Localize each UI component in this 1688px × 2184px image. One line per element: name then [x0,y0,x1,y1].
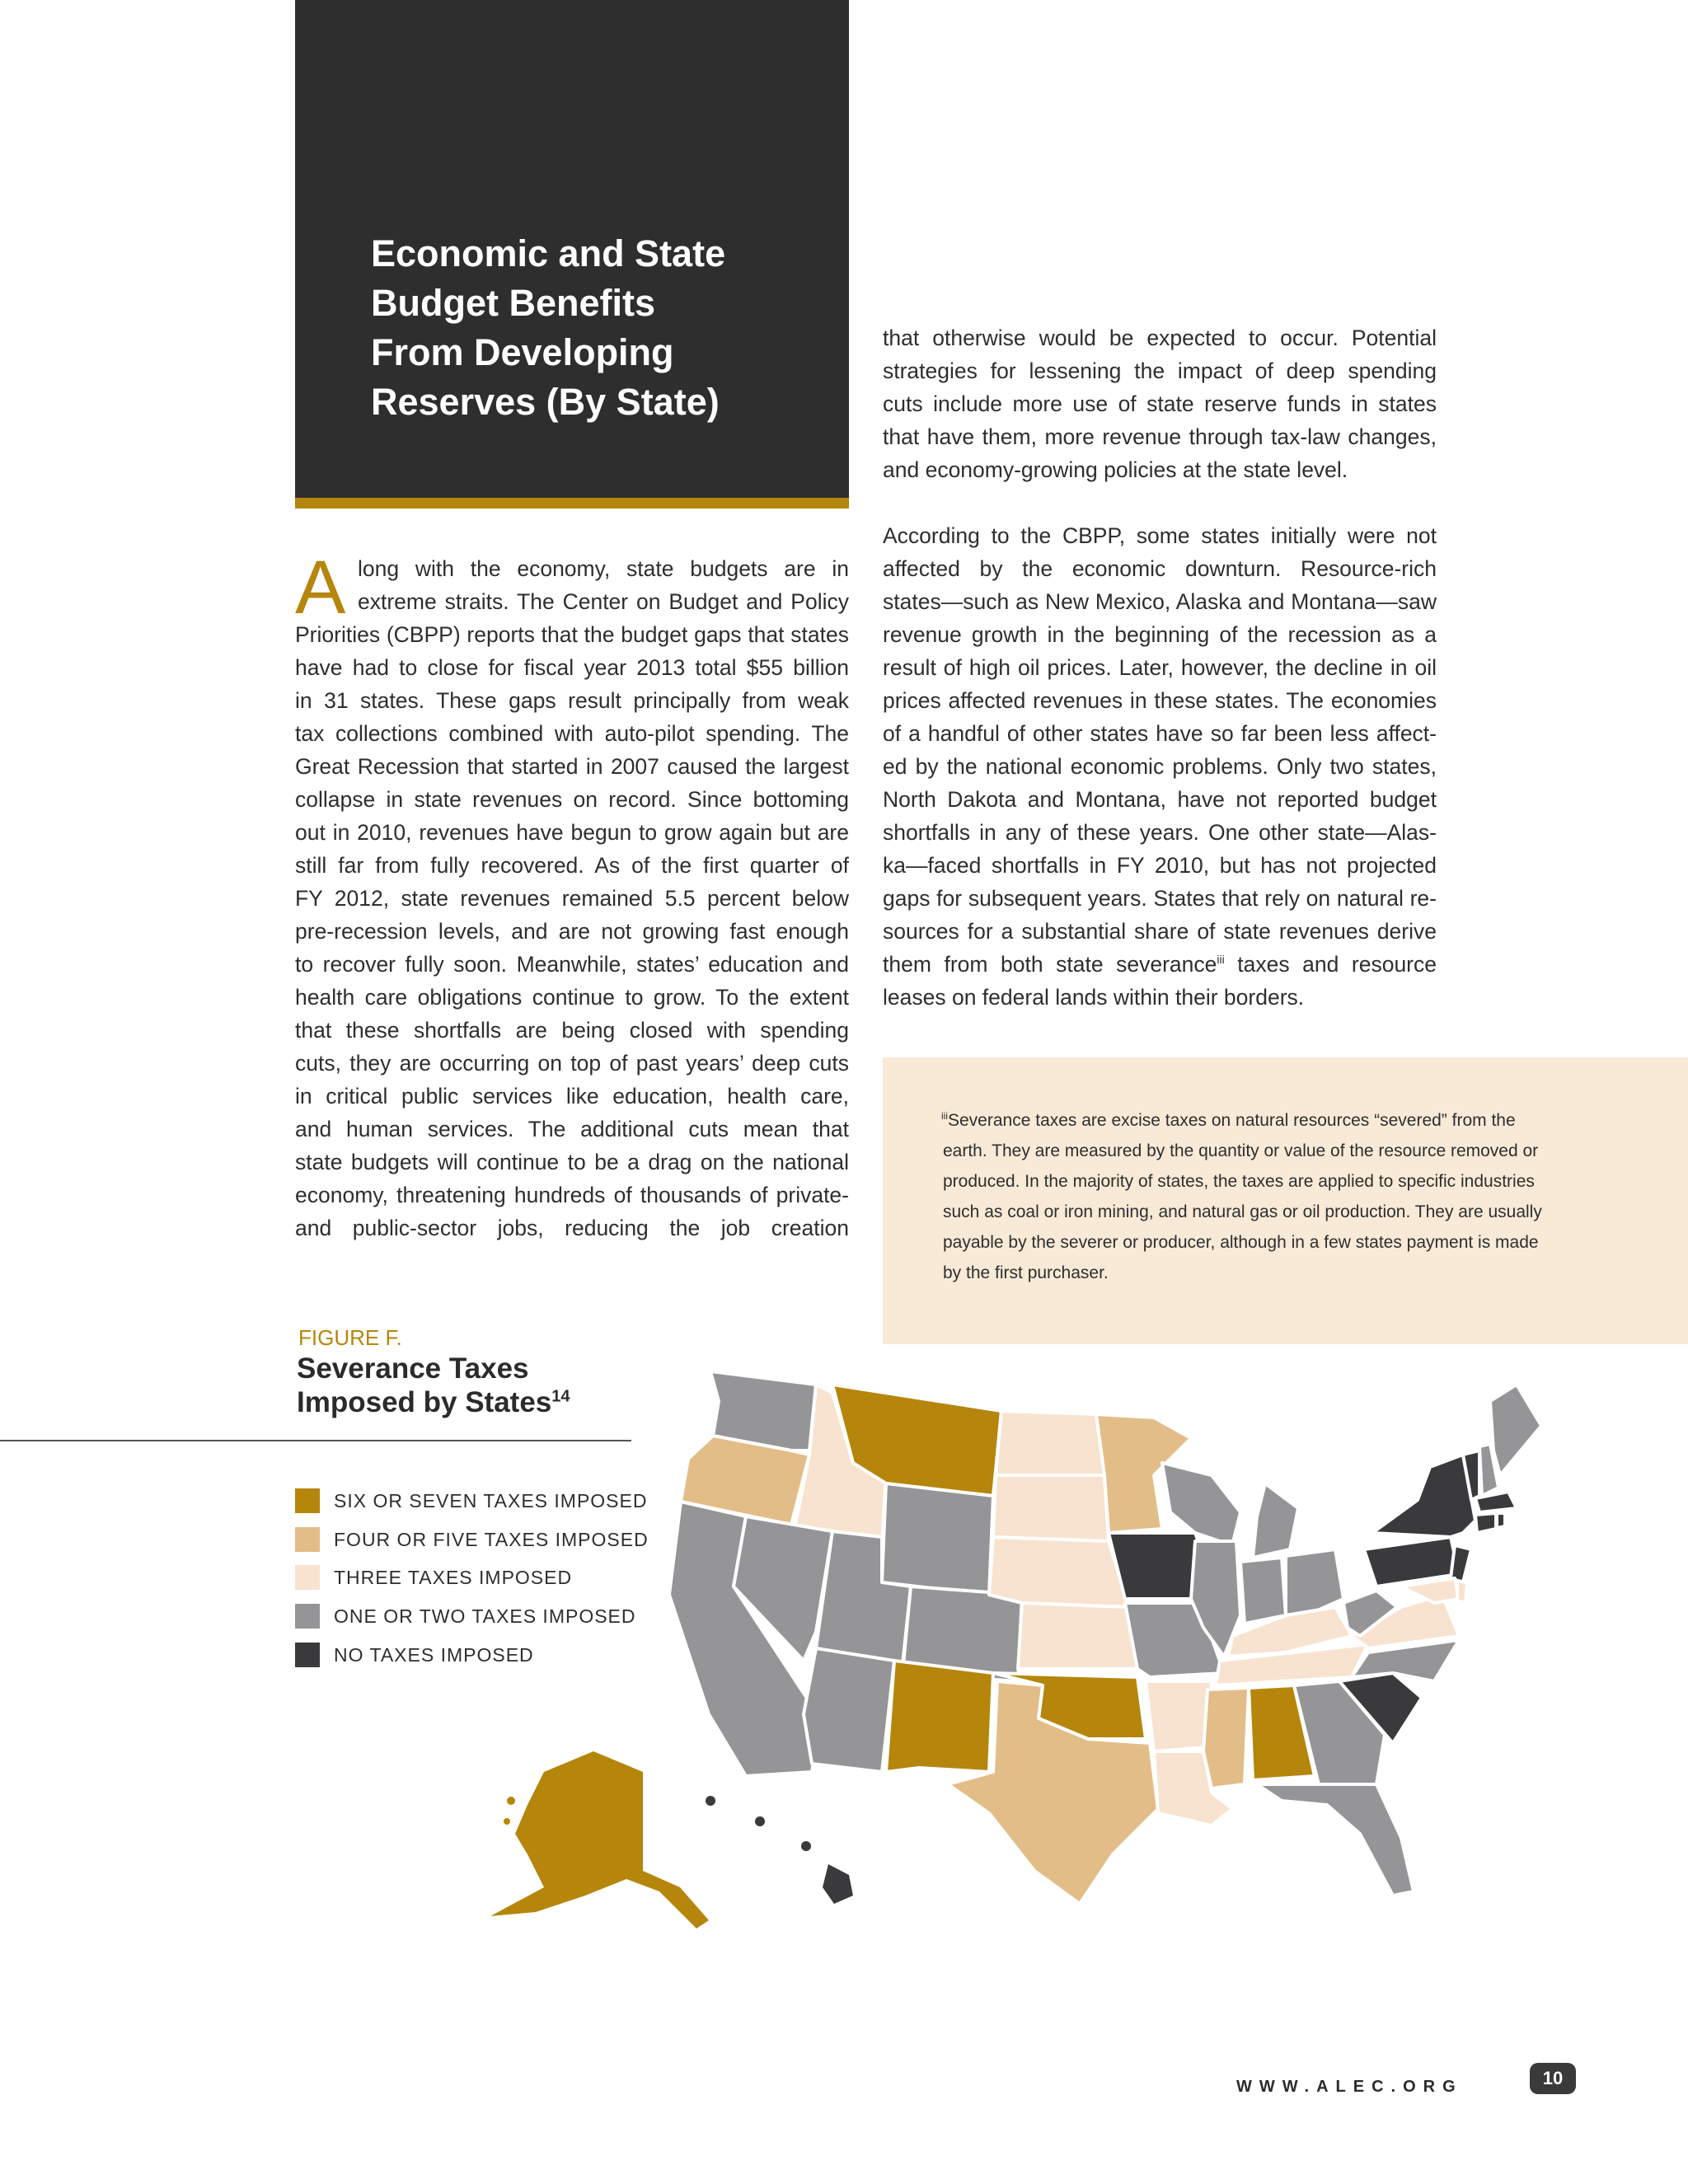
text-line: cuts include more use of state reserve funds in states [883,391,1437,416]
text-line: Priorities (CBPP) reports that the budget gaps that states [295,622,849,647]
legend-label: FOUR OR FIVE TAXES IMPOSED [334,1529,649,1550]
legend-swatch [295,1604,320,1629]
state-connecticut [1475,1513,1496,1533]
section-title-line: From Developing [371,331,674,373]
us-map [462,1352,1550,1945]
text-line: long with the economy, state budgets are in [358,556,849,581]
text-line: and economy-growing policies at the state level. [883,457,1348,482]
text-line: in critical public services like education, health care, [295,1084,849,1108]
state-arizona [804,1648,894,1772]
text-line: extreme straits. The Center on Budget and Policy [358,589,849,614]
text-fragment: taxes and resource [1224,952,1437,977]
text-line [883,948,1437,981]
site-url: WWW.ALEC.ORG [1236,2078,1463,2096]
legend-label: SIX OR SEVEN TAXES IMPOSED [334,1490,648,1511]
footnote-line: such as coal or iron mining, and natural gas or oil production. They are usually [943,1202,1542,1221]
state-alaska [490,1751,709,1929]
text-line: tax collections combined with auto-pilot spending. The [295,721,849,746]
text-fragment: them from both state severance [883,952,1217,977]
text-line: economy, threatening hundreds of thousands of private- [295,1183,849,1207]
text-line: out in 2010, revenues have begun to grow again but are [295,820,849,845]
text-line: leases on federal lands within their borders. [883,985,1305,1010]
legend-label: THREE TAXES IMPOSED [334,1567,573,1588]
text-line: states—such as New Mexico, Alaska and Montana—saw [883,589,1437,614]
text-line: state budgets will continue to be a drag on the national [295,1150,849,1174]
text-line: that otherwise would be expected to occur. Potential [883,326,1437,350]
text-line: collapse in state revenues on record. Since bottoming [295,787,849,812]
drop-cap: A [295,546,346,630]
text-line: in 31 states. These gaps result principally from weak [295,688,849,713]
left-column-text [295,546,849,1244]
section-title-line: Economic and State [371,232,726,274]
text-line: Great Recession that started in 2007 caused the largest [295,754,849,779]
paragraph-gap [883,486,1437,519]
text-line: and public-sector jobs, reducing the job creation [295,1216,849,1240]
title-accent-bar [295,498,849,509]
text-line: prices affected revenues in these states. The economies [883,688,1437,713]
figure-title-line: Severance Taxes [297,1352,529,1385]
footnote-marker: iii [941,1110,948,1122]
island [504,1818,510,1825]
text-line: shortfalls in any of these years. One other state—Alas- [883,820,1437,845]
state-nebraska [989,1537,1129,1607]
text-line: still far from fully recovered. As of the first quarter of [295,853,849,878]
state-new-york [1372,1455,1475,1537]
text-line: to recover fully soon. Meanwhile, states’ education and [295,952,849,977]
text-line: and human services. The additional cuts mean that [295,1117,849,1141]
legend-swatch [295,1565,320,1590]
text-line: According to the CBPP, some states initially were not [883,523,1437,548]
state-maine [1490,1385,1541,1475]
text-fragment: Severance taxes are excise taxes on natural resources “severed” from the [948,1111,1516,1130]
state-hawaii-big-island [823,1864,853,1904]
section-title-line: Budget Benefits [371,282,656,324]
footnote-line: produced. In the majority of states, the taxes are applied to specific industries [943,1172,1535,1191]
text-line: FY 2012, state revenues remained 5.5 percent below [295,886,849,911]
figure-label: FIGURE F. [298,1325,402,1350]
page-number: 10 [1530,2063,1576,2094]
text-line: ka—faced shortfalls in FY 2010, but has not projected [883,853,1437,878]
state-new-mexico [886,1661,993,1772]
footnote-line: payable by the severer or producer, although in a few states payment is made [943,1233,1539,1252]
state-wyoming [882,1483,993,1595]
text-line: revenue growth in the beginning of the recession as a [883,622,1437,647]
state-hawaii-island [706,1796,715,1806]
state-north-dakota [996,1411,1104,1475]
legend-swatch [295,1643,320,1667]
footnote-text [941,1105,1542,1288]
state-florida [1257,1784,1414,1896]
state-hawaii-island [755,1816,765,1826]
text-line: health care obligations continue to grow. To the extent [295,985,849,1010]
state-ohio [1286,1549,1343,1615]
island [507,1797,515,1805]
text-line: strategies for lessening the impact of deep spending [883,359,1437,383]
text-line: sources for a substantial share of state revenues derive [883,919,1437,944]
legend-label: ONE OR TWO TAXES IMPOSED [334,1605,636,1627]
text-line: that these shortfalls are being closed with spending [295,1018,849,1043]
state-michigan [1253,1483,1298,1558]
state-delaware [1457,1581,1467,1603]
footnote-ref: iii [1217,953,1225,967]
text-line: of a handful of other states have so far been less affect- [883,721,1437,746]
state-indiana [1240,1558,1286,1624]
footnote-line [941,1105,1542,1136]
title-block [295,0,849,498]
state-rhode-island [1497,1513,1505,1528]
text-line: ed by the national economic problems. Only two states, [883,754,1437,779]
footnote-line: by the first purchaser. [943,1263,1109,1282]
right-column-text [883,321,1437,1014]
footnote-ref: 14 [551,1387,570,1406]
section-title-line: Reserves (By State) [371,381,720,423]
text-line: that have them, more revenue through tax-law changes, [883,424,1437,449]
text-line: affected by the economic downturn. Resource-rich [883,556,1437,581]
text-fragment: Imposed by States [297,1386,552,1418]
state-south-dakota [993,1475,1109,1541]
footnote-line: earth. They are measured by the quantity or value of the resource removed or [943,1141,1539,1160]
state-arkansas [1146,1681,1212,1751]
text-line: cuts, they are occurring on top of past years’ deep cuts [295,1051,849,1076]
legend-swatch [295,1527,320,1552]
legend-swatch [295,1488,320,1513]
text-line: result of high oil prices. Later, however, the decline in oil [883,655,1437,680]
text-line: pre-recession levels, and are not growing fast enough [295,919,849,944]
state-hawaii-island [801,1841,811,1851]
state-mississippi [1203,1688,1249,1788]
legend-label: NO TAXES IMPOSED [334,1644,534,1666]
text-line: gaps for subsequent years. States that rely on natural re- [883,886,1437,911]
state-kansas [1018,1603,1137,1669]
text-line: North Dakota and Montana, have not reported budget [883,787,1437,812]
text-line: have had to close for fiscal year 2013 total $55 billion [295,655,849,680]
